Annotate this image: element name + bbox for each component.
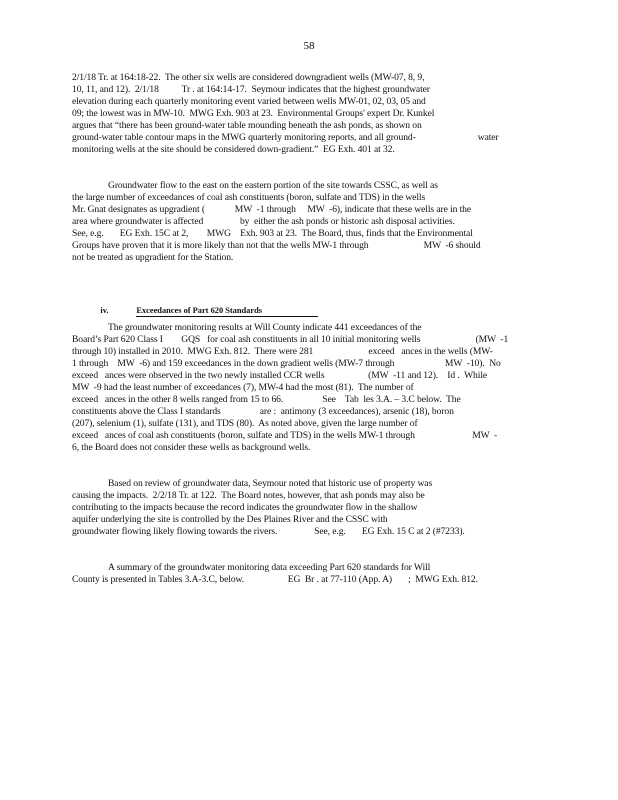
text-line: 09; the lowest was in MW-10. MWG Exh. 903 at 23. Environmental Groups' expert Dr. Kunkel <box>72 108 435 119</box>
text-line: A summary of the groundwater monitoring data exceeding Part 620 standards for Will <box>108 562 431 573</box>
text-line: 2/1/18 Tr. at 164:18-22. The other six wells are considered downgradient wells (MW-07, 8, 9, <box>72 72 425 83</box>
text-line: 1 through MW -6) and 159 exceedances in the down gradient wells (MW-7 through MW -10). No <box>72 358 501 369</box>
text-line: See, e.g. EG Exh. 15C at 2, MWG Exh. 903 at 23. The Board, thus, finds that the Environmental <box>72 228 473 239</box>
text-line: The groundwater monitoring results at Will County indicate 441 exceedances of the <box>108 322 422 333</box>
text-line: exceed ances were observed in the two newly installed CCR wells (MW -11 and 12). Id . While <box>72 370 488 381</box>
text-line: contributing to the impacts because the record indicates the groundwater flow in the shallow <box>72 502 418 513</box>
text-line: argues that “there has been ground-water table mounding beneath the ash ponds, as shown on <box>72 120 422 131</box>
text-line: MW -9 had the least number of exceedances (7), MW-4 had the most (81). The number of <box>72 382 414 393</box>
text-line: County is presented in Tables 3.A-3.C, below. EG Br . at 77-110 (App. A) ; MWG Exh. 812. <box>72 574 478 585</box>
text-line: exceed ances in the other 8 wells ranged from 15 to 66. See Tab les 3.A. – 3.C below. The <box>72 394 461 405</box>
section-number: iv. <box>100 306 109 315</box>
text-line: Mr. Gnat designates as upgradient ( MW -1 through MW -6), indicate that these wells are in the <box>72 204 472 215</box>
text-line: 6, the Board does not consider these wells as background wells. <box>72 442 311 453</box>
text-line: Groundwater flow to the east on the eastern portion of the site towards CSSC, as well as <box>108 180 438 191</box>
text-line: monitoring wells at the site should be considered down-gradient.” EG Exh. 401 at 32. <box>72 144 395 155</box>
text-line: Groups have proven that it is more likely than not that the wells MW-1 through MW -6 should <box>72 240 481 251</box>
text-line: Board’s Part 620 Class I GQS for coal ash constituents in all 10 initial monitoring wells (MW -1 <box>72 334 509 345</box>
text-line: area where groundwater is affected by either the ash ponds or historic ash disposal activities. <box>72 216 455 227</box>
section-title: Exceedances of Part 620 Standards <box>136 306 318 317</box>
text-line: not be treated as upgradient for the Station. <box>72 252 234 263</box>
text-line: 10, 11, and 12). 2/1/18 Tr . at 164:14-17. Seymour indicates that the highest groundwater <box>72 84 430 95</box>
page-number: 58 <box>303 40 315 52</box>
text-line: through 10) installed in 2010. MWG Exh. 812. There were 281 exceed ances in the wells (MW- <box>72 346 493 357</box>
text-line: exceed ances of coal ash constituents (boron, sulfate and TDS) in the wells MW-1 through MW - <box>72 430 498 441</box>
text-line: elevation during each quarterly monitoring event varied between wells MW-01, 02, 03, 05 and <box>72 96 426 107</box>
text-line: aquifer underlying the site is controlled by the Des Plaines River and the CSSC with <box>72 514 388 525</box>
text-line: (207), selenium (1), sulfate (131), and TDS (80). As noted above, given the large number of <box>72 418 418 429</box>
text-line: constituents above the Class I standards are : antimony (3 exceedances), arsenic (18), boron <box>72 406 454 417</box>
text-line: ground-water table contour maps in the MWG quarterly monitoring reports, and all ground- water <box>72 132 499 143</box>
text-line: causing the impacts. 2/2/18 Tr. at 122. The Board notes, however, that ash ponds may also be <box>72 490 425 501</box>
text-line: the large number of exceedances of coal ash constituents (boron, sulfate and TDS) in the wells <box>72 192 426 203</box>
text-line: groundwater flowing likely flowing towards the rivers. See, e.g. EG Exh. 15 C at 2 (#7233). <box>72 526 465 537</box>
text-line: Based on review of groundwater data, Seymour noted that historic use of property was <box>108 478 433 489</box>
